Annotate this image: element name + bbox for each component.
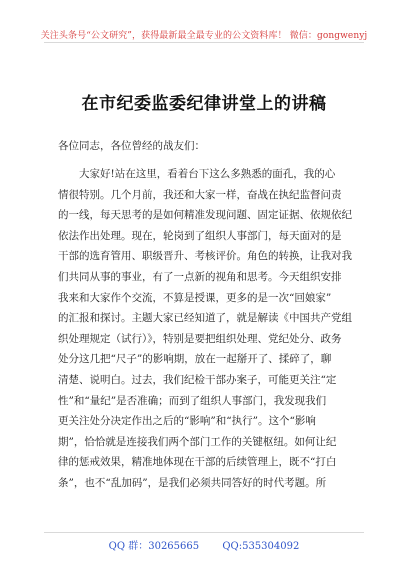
- body-text: [58, 164, 358, 494]
- body-line: 清楚、说明白。过去，我们纪检干部办案子，可能更关注“定: [58, 373, 337, 386]
- body-line: 我来和大家作个交流，不算是授课，更多的是一次“回娘家”: [58, 291, 332, 304]
- body-line: 更关注处分决定作出之后的“影响”和“执行”。这个“影响: [58, 415, 316, 428]
- footer-divider: [44, 532, 364, 533]
- header-notice: 关注头条号“公文研究”，获得最新最全最专业的公文资料库！ 微信：gongwenyj: [40, 31, 368, 41]
- body-line: 性”和“量纪”是否准确；而到了组织人事部门，我发现我们: [58, 394, 327, 407]
- body-line: 们共同从事的事业，有了一点新的视角和思考。今天组织安排: [58, 270, 342, 283]
- document-title: 在市纪委监委纪律讲堂上的讲稿: [81, 94, 327, 114]
- header-divider: [44, 42, 364, 43]
- body-line: 处分这几把“尺子”的影响期，放在一起掰开了、揉碎了，聊: [58, 353, 332, 366]
- body-line: 律的惩戒效果，精准地体现在干部的后续管理上，既不“打白: [58, 456, 337, 469]
- body-line: 条”，也不“乱加码”，是我们必须共同答好的时代考题。所: [58, 476, 327, 489]
- body-line: 织处理规定（试行）》，特别是要把组织处理、党纪处分、政务: [58, 332, 342, 345]
- body-line: 干部的选育管用、职级晋升、考核评价。角色的转换，让我对我: [58, 250, 352, 263]
- footer-qq: QQ:535304092: [222, 541, 300, 552]
- body-line: 大家好!站在这里，看着台下这么多熟悉的面孔，我的心: [79, 168, 336, 180]
- body-line: 依法作出处理。现在，轮岗到了组织人事部门，每天面对的是: [58, 229, 342, 242]
- body-line: 的汇报和探讨。主题大家已经知道了，就是解读《中国共产党组: [58, 312, 352, 325]
- body-line: 期”，恰恰就是连接我们两个部门工作的关键枢纽。如何让纪: [58, 435, 337, 448]
- footer-qq-group: QQ 群：30265665: [108, 541, 200, 552]
- body-line: 的一线，每天思考的是如何精准发现问题、固定证据、依规依纪: [58, 209, 352, 222]
- greeting-line: 各位同志，各位曾经的战友们：: [58, 140, 205, 152]
- body-line: 情很特别。几个月前，我还和大家一样，奋战在执纪监督问责: [58, 188, 342, 201]
- footer-contact: [0, 537, 408, 552]
